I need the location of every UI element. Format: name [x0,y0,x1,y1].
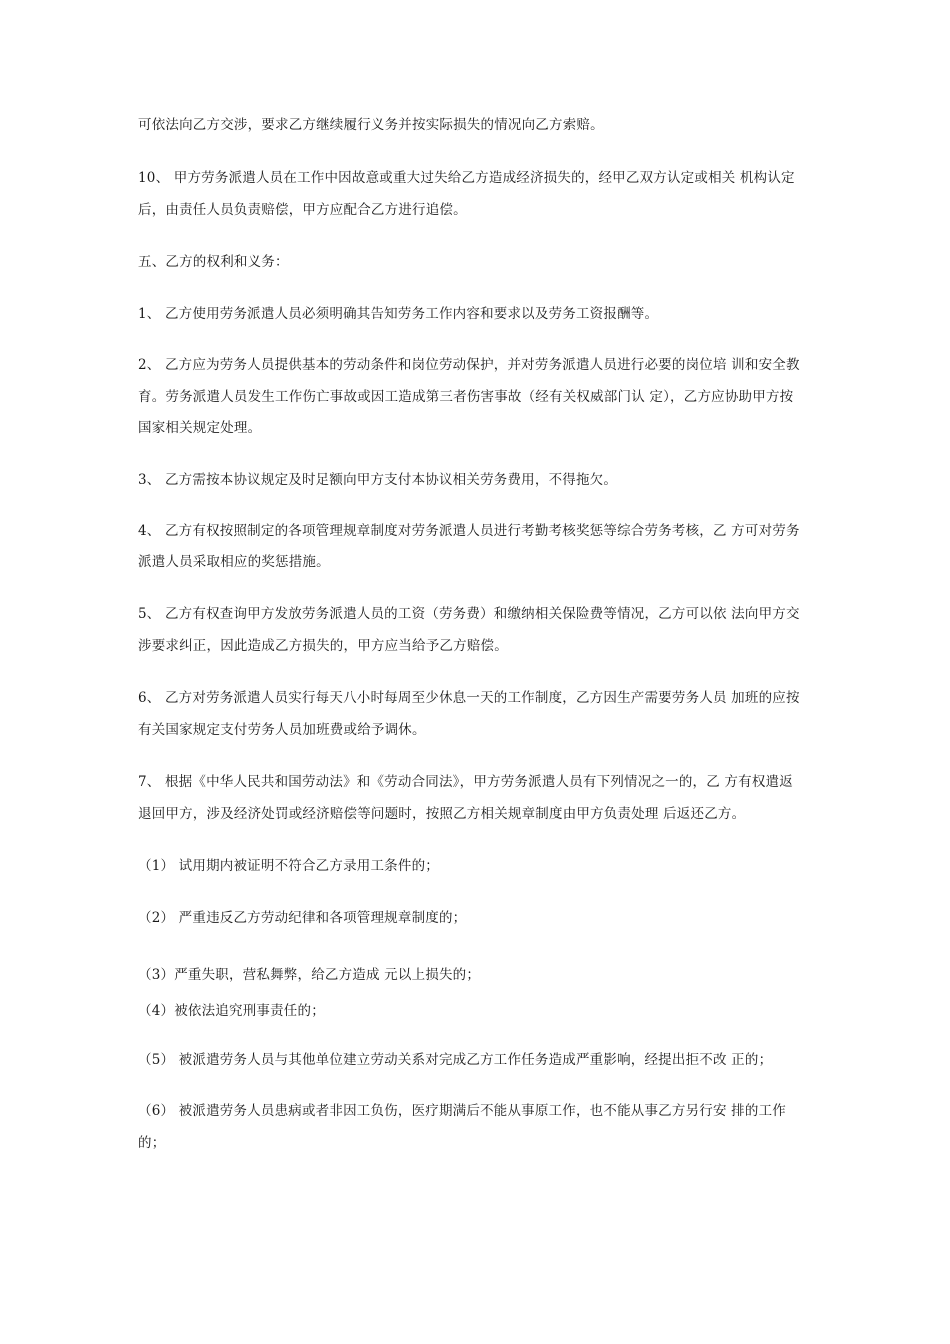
text-line: 7、 根据《中华人民共和国劳动法》和《劳动合同法》，甲方劳务派遣人员有下列情况之一的，乙 方有权遣返 [138,774,793,790]
text-line: 6、 乙方对劳务派遣人员实行每天八小时每周至少休息一天的工作制度，乙方因生产需要劳务人员 加班的应按 [138,690,800,706]
text-line: 退回甲方，涉及经济处罚或经济赔偿等问题时，按照乙方相关规章制度由甲方负责处理 后返还乙方。 [138,806,746,822]
text-line: 10、 甲方劳务派遣人员在工作中因故意或重大过失给乙方造成经济损失的，经甲乙双方认定或相关 机构认定 [138,170,795,186]
text-line: 5、 乙方有权查询甲方发放劳务派遣人员的工资（劳务费）和缴纳相关保险费等情况，乙方可以依 法向甲方交 [138,606,800,622]
list-item: （3）严重失职，营私舞弊，给乙方造成 元以上损失的； [138,967,481,983]
text-line: 后，由责任人员负责赔偿，甲方应配合乙方进行追偿。 [138,202,467,218]
text-line: 3、 乙方需按本协议规定及时足额向甲方支付本协议相关劳务费用，不得拖欠。 [138,472,618,488]
text-line: 4、 乙方有权按照制定的各项管理规章制度对劳务派遣人员进行考勤考核奖惩等综合劳务考核，乙 方可对劳务 [138,523,800,539]
text-line: 育。劳务派遣人员发生工作伤亡事故或因工造成第三者伤害事故（经有关权威部门认 定），乙方应协助甲方按 [138,389,794,405]
text-line: 1、 乙方使用劳务派遣人员必须明确其告知劳务工作内容和要求以及劳务工资报酬等。 [138,306,659,322]
text-line: 可依法向乙方交涉，要求乙方继续履行义务并按实际损失的情况向乙方索赔。 [138,117,604,133]
text-line: 派遣人员采取相应的奖惩措施。 [138,554,330,570]
list-item: （5） 被派遣劳务人员与其他单位建立劳动关系对完成乙方工作任务造成严重影响，经提出拒不改 正的； [138,1052,773,1068]
text-line: 有关国家规定支付劳务人员加班费或给予调休。 [138,722,426,738]
list-item: （4）被依法追究刑事责任的； [138,1003,325,1019]
list-item: （6） 被派遣劳务人员患病或者非因工负伤，医疗期满后不能从事原工作，也不能从事乙方另行安 排的工作 [138,1103,786,1119]
list-item: 的； [138,1135,166,1151]
section-heading: 五、乙方的权利和义务： [138,254,289,270]
list-item: （2） 严重违反乙方劳动纪律和各项管理规章制度的； [138,910,467,926]
text-line: 涉要求纠正，因此造成乙方损失的，甲方应当给予乙方赔偿。 [138,638,508,654]
list-item: （1） 试用期内被证明不符合乙方录用工条件的； [138,858,439,874]
text-line: 2、 乙方应为劳务人员提供基本的劳动条件和岗位劳动保护，并对劳务派遣人员进行必要的岗位培 训和安全教 [138,357,800,373]
text-line: 国家相关规定处理。 [138,420,262,436]
